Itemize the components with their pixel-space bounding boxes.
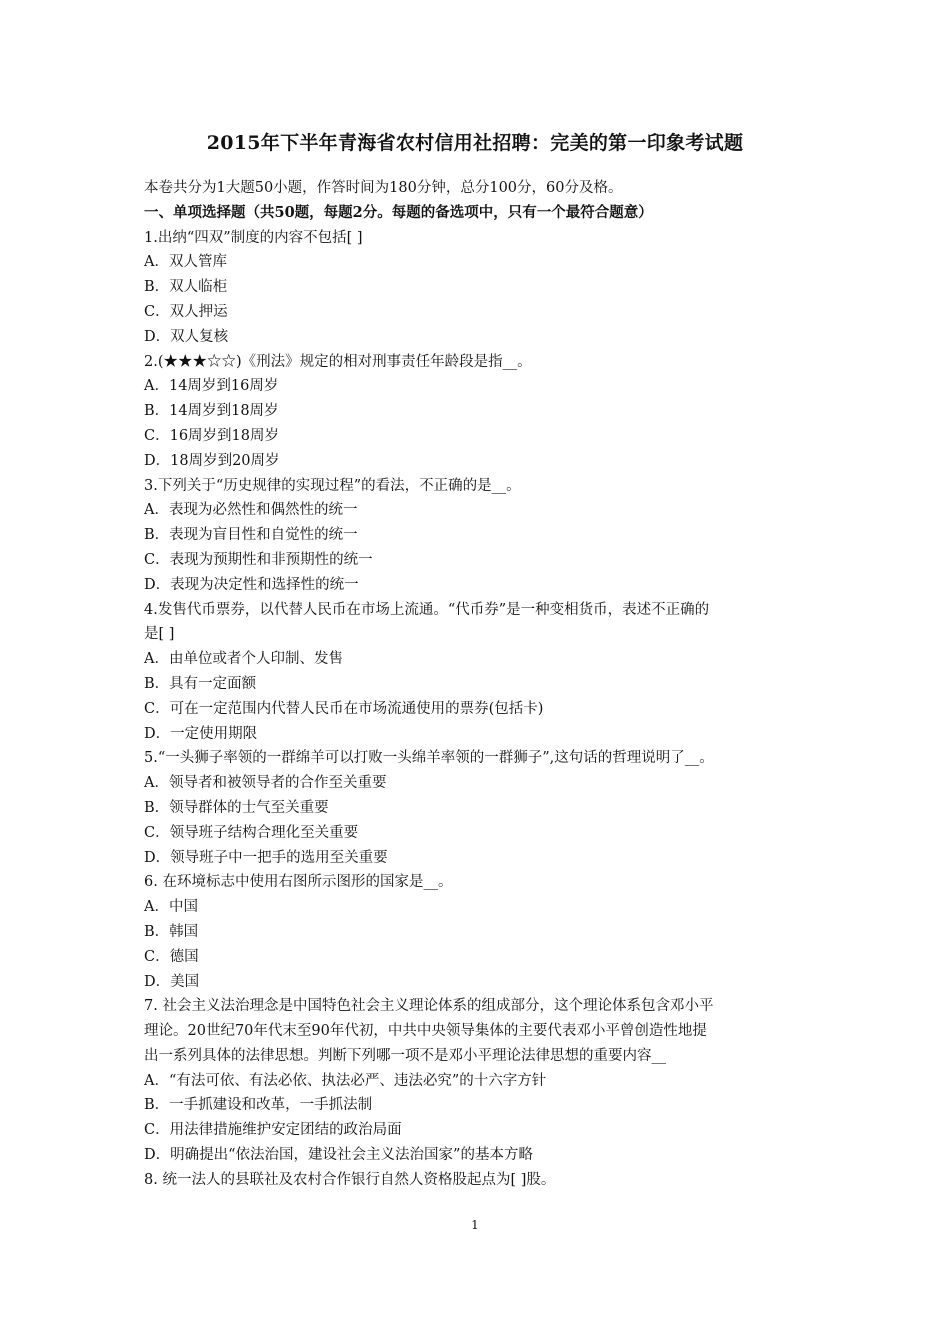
question-item bbox=[144, 226, 814, 350]
question-item bbox=[144, 598, 814, 747]
exam-intro: 本卷共分为1大题50小题，作答时间为180分钟，总分100分，60分及格。 bbox=[144, 180, 623, 196]
question-stem: 3.下列关于“历史规律的实现过程”的看法，不正确的是__。 bbox=[144, 477, 521, 494]
answer-option: D．一定使用期限 bbox=[144, 725, 258, 742]
answer-option: A．双人管库 bbox=[144, 254, 227, 271]
answer-option: A．14周岁到16周岁 bbox=[144, 378, 279, 395]
answer-option: D．明确提出“依法治国，建设社会主义法治国家”的基本方略 bbox=[144, 1147, 533, 1164]
question-stem: 2.(★★★☆☆)《刑法》规定的相对刑事责任年龄段是指__。 bbox=[144, 353, 532, 370]
question-stem: 出一系列具体的法律思想。判断下列哪一项不是邓小平理论法律思想的重要内容__ bbox=[144, 1047, 666, 1064]
answer-option: C．德国 bbox=[144, 948, 199, 965]
question-stem: 6. 在环境标志中使用右图所示图形的国家是__。 bbox=[144, 874, 453, 891]
page-title: 2015年下半年青海省农村信用社招聘：完美的第一印象考试题 bbox=[206, 132, 744, 154]
question-stem: 5.“一头狮子率领的一群绵羊可以打败一头绵羊率领的一群狮子”,这句话的哲理说明了__。 bbox=[144, 750, 714, 767]
answer-option: B．一手抓建设和改革，一手抓法制 bbox=[144, 1097, 373, 1114]
answer-option: A．由单位或者个人印制、发售 bbox=[144, 651, 343, 668]
question-list bbox=[144, 226, 814, 1193]
answer-option: A．中国 bbox=[144, 899, 198, 916]
question-item bbox=[144, 350, 814, 474]
question-stem: 1.出纳“四双”制度的内容不包括[ ] bbox=[144, 229, 363, 246]
answer-option: D．双人复核 bbox=[144, 328, 229, 345]
question-item bbox=[144, 994, 814, 1168]
question-stem: 是[ ] bbox=[144, 626, 175, 643]
answer-option: D．18周岁到20周岁 bbox=[144, 452, 280, 469]
answer-option: D．美国 bbox=[144, 973, 200, 990]
answer-option: B．表现为盲目性和自觉性的统一 bbox=[144, 527, 358, 544]
question-stem: 7. 社会主义法治理念是中国特色社会主义理论体系的组成部分，这个理论体系包含邓小平 bbox=[144, 998, 714, 1015]
section-heading: 一、单项选择题（共50题，每题2分。每题的备选项中，只有一个最符合题意） bbox=[144, 203, 653, 221]
answer-option: C．表现为预期性和非预期性的统一 bbox=[144, 551, 373, 568]
answer-option: A．领导者和被领导者的合作至关重要 bbox=[144, 775, 387, 792]
answer-option: A．表现为必然性和偶然性的统一 bbox=[144, 502, 358, 519]
answer-option: C．16周岁到18周岁 bbox=[144, 427, 279, 444]
question-item bbox=[144, 746, 814, 870]
page-number: 1 bbox=[471, 1218, 479, 1232]
question-stem: 4.发售代币票券，以代替人民币在市场上流通。“代币券”是一种变相货币，表述不正确的 bbox=[144, 601, 710, 618]
answer-option: B．14周岁到18周岁 bbox=[144, 403, 279, 420]
question-stem: 8. 统一法人的县联社及农村合作银行自然人资格股起点为[ ]股。 bbox=[144, 1171, 556, 1188]
answer-option: D．领导班子中一把手的选用至关重要 bbox=[144, 849, 388, 866]
answer-option: C．双人押运 bbox=[144, 303, 228, 320]
answer-option: C．领导班子结构合理化至关重要 bbox=[144, 824, 359, 841]
question-item bbox=[144, 1168, 814, 1193]
question-item bbox=[144, 870, 814, 994]
answer-option: B．双人临柜 bbox=[144, 279, 228, 296]
answer-option: B．韩国 bbox=[144, 923, 199, 940]
question-stem: 理论。20世纪70年代末至90年代初，中共中央领导集体的主要代表邓小平曾创造性地提 bbox=[144, 1023, 707, 1040]
answer-option: C．用法律措施维护安定团结的政治局面 bbox=[144, 1122, 402, 1139]
answer-option: B．领导群体的士气至关重要 bbox=[144, 799, 329, 816]
question-item bbox=[144, 474, 814, 598]
answer-option: B．具有一定面额 bbox=[144, 675, 257, 692]
answer-option: D．表现为决定性和选择性的统一 bbox=[144, 576, 359, 593]
answer-option: A．“有法可依、有法必依、执法必严、违法必究”的十六字方针 bbox=[144, 1072, 547, 1089]
document-body bbox=[144, 176, 814, 1193]
answer-option: C．可在一定范围内代替人民币在市场流通使用的票券(包括卡) bbox=[144, 700, 544, 717]
